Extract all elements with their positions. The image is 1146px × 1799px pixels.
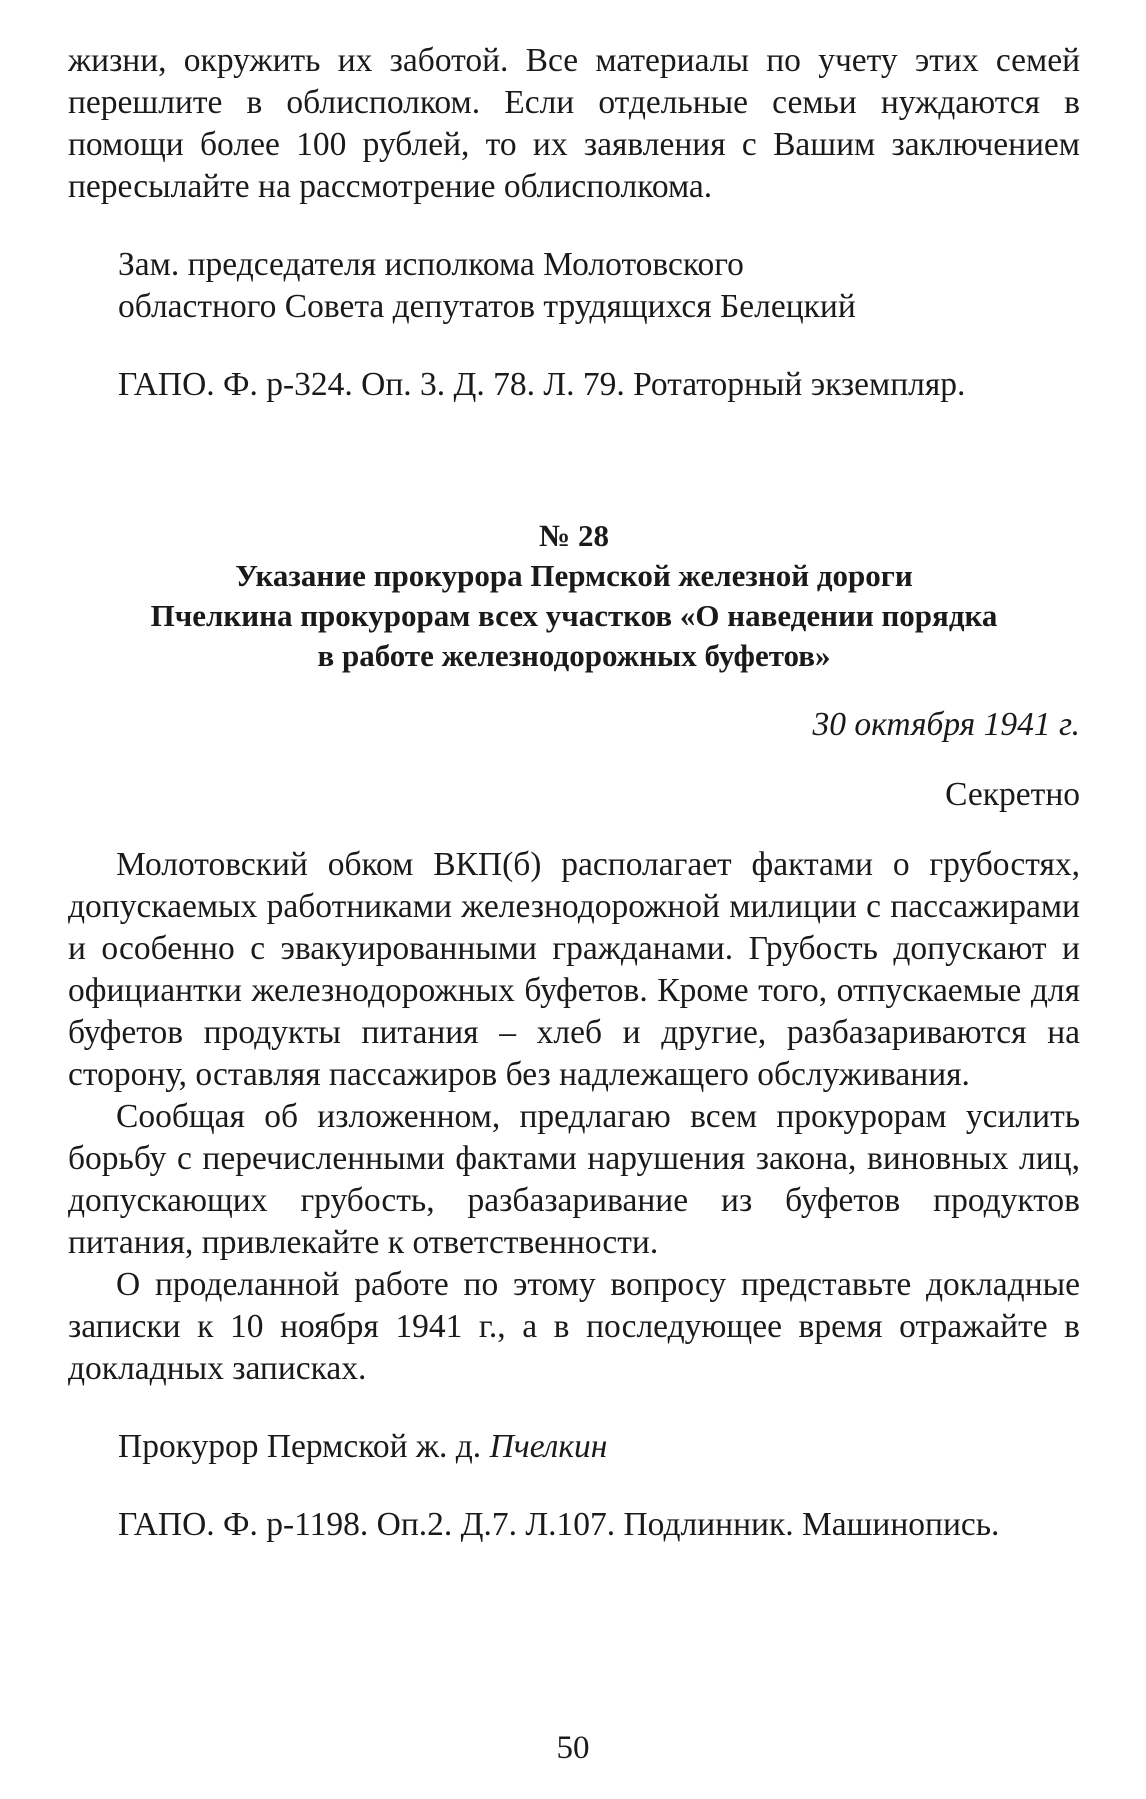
signature-prefix: Прокурор Пермской ж. д. bbox=[118, 1428, 490, 1465]
body-paragraph-2: Сообщая об изложенном, предлагаю всем прокурорам усилить борьбу с перечисленными фактами нарушения закона, виновных лиц, допускающих грубость, разбазаривание из буфетов продуктов питания, привлекайте к ответственности. bbox=[68, 1098, 1080, 1261]
document-date: 30 октября 1941 г. bbox=[812, 706, 1080, 743]
document-header bbox=[68, 516, 1080, 676]
document-title-line3: в работе железнодорожных буфетов» bbox=[317, 638, 831, 673]
classification-label: Секретно bbox=[945, 776, 1080, 813]
second-signature bbox=[118, 1426, 1080, 1468]
body-paragraph-1: Молотовский обком ВКП(б) располагает фактами о грубостях, допускаемых работниками железнодорожной милиции с пассажирами и особенно с эвакуированными гражданами. Грубость допускают и официантки железнодорожных буфетов. Кроме того, отпускаемые для буфетов продукты питания – хлеб и другие, разбазариваются на сторону, оставляя пассажиров без надлежащего обслуживания. bbox=[68, 846, 1080, 1093]
signature-name: Пчелкин bbox=[489, 1428, 608, 1465]
document-page bbox=[68, 40, 1080, 1546]
first-signature bbox=[118, 244, 1080, 328]
first-signature-line1: Зам. председателя исполкома Молотовского bbox=[118, 246, 744, 283]
second-archive-ref: ГАПО. Ф. р-1198. Оп.2. Д.7. Л.107. Подлинник. Машинопись. bbox=[118, 1506, 1000, 1543]
first-signature-line2: областного Совета депутатов трудящихся Белецкий bbox=[118, 288, 856, 325]
body-paragraph-3: О проделанной работе по этому вопросу представьте докладные записки к 10 ноября 1941 г., а в последующее время отражайте в докладных записках. bbox=[68, 1266, 1080, 1387]
first-archive-ref: ГАПО. Ф. р-324. Оп. 3. Д. 78. Л. 79. Ротаторный экземпляр. bbox=[118, 366, 966, 403]
page-number: 50 bbox=[556, 1730, 590, 1766]
top-paragraph: жизни, окружить их заботой. Все материалы по учету этих семей перешлите в облисполком. Если отдельные семьи нуждаются в помощи более 100 рублей, то их заявления с Вашим заключением пересылайте на рассмотрение облисполкома. bbox=[68, 42, 1080, 205]
document-number: № 28 bbox=[539, 518, 609, 553]
document-title-line2: Пчелкина прокурорам всех участков «О наведении порядка bbox=[150, 598, 998, 633]
document-title-line1: Указание прокурора Пермской железной дороги bbox=[235, 558, 913, 593]
